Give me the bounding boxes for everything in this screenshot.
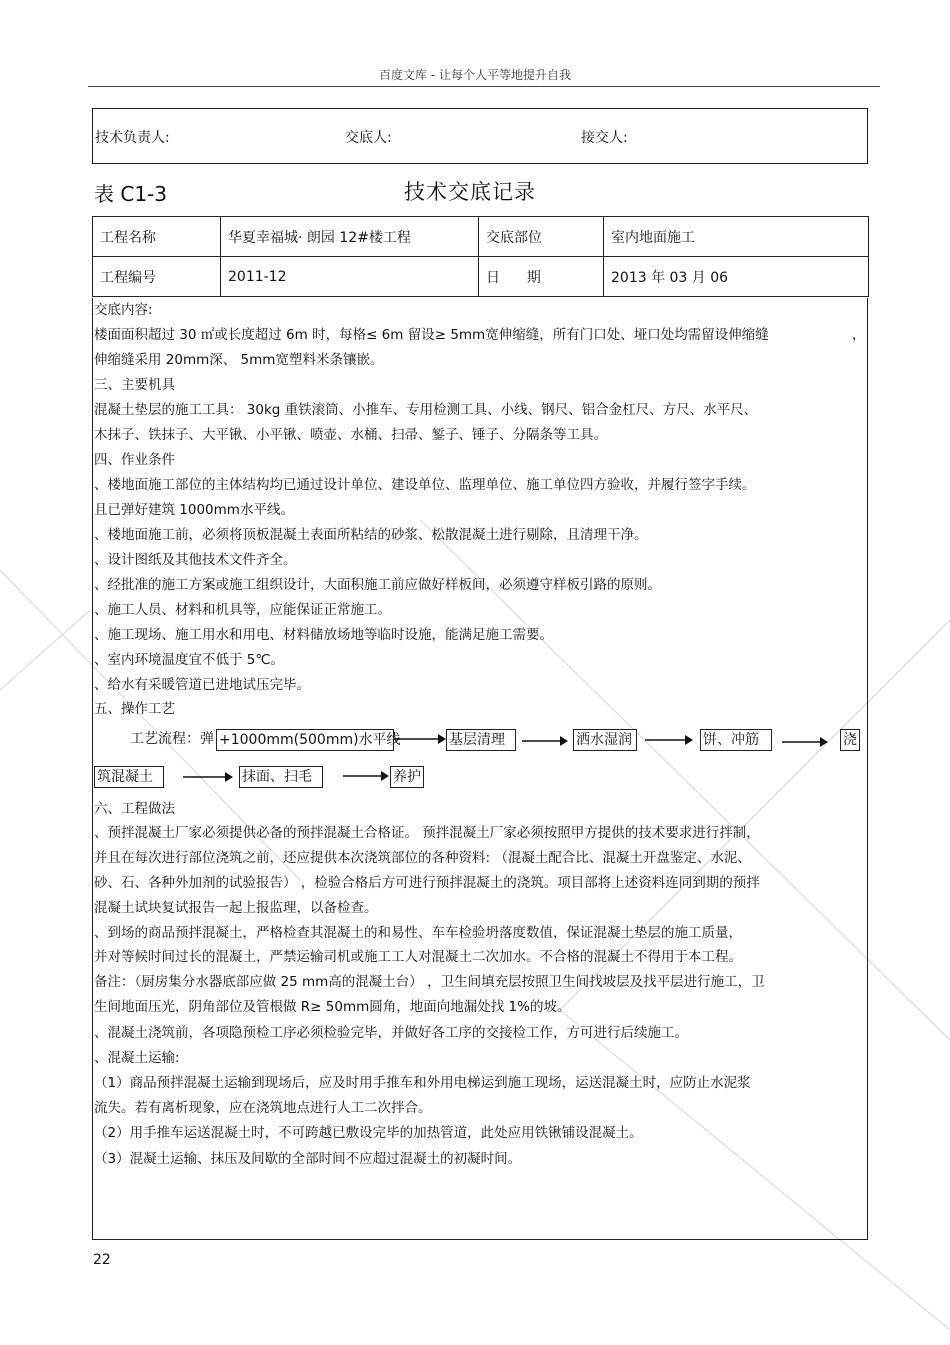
flow-arrow-icon: [343, 769, 389, 783]
signature-box: [92, 108, 868, 164]
content-line: 备注：（厨房集分水器底部应做 25 mm高的混凝土台） ，卫生间填充层按照卫生间找坡层及找平层进行施工，卫: [94, 974, 765, 990]
meta-table: [92, 216, 869, 297]
flow-arrow-icon: [183, 770, 233, 784]
date-label: 日 期: [479, 257, 604, 297]
flow-step-screed-marks: 饼、冲筋: [700, 729, 772, 751]
content-line: 生间地面压光，阴角部位及管根做 R≥ 50mm圆角，地面向地漏处找 1%的坡。: [94, 999, 571, 1015]
section-heading: 四、作业条件: [94, 452, 175, 468]
page-number: 22: [93, 1252, 111, 1268]
project-name-label: 工程名称: [93, 217, 221, 257]
document-title: 技术交底记录: [404, 180, 536, 204]
meta-row: [93, 257, 869, 297]
content-line: 、楼地面施工部位的主体结构均已通过设计单位、建设单位、监理单位、施工单位四方验收，并履行签字手续。: [94, 477, 756, 493]
content-line: 、给水有采暖管道已进地试压完毕。: [94, 677, 310, 693]
content-heading: 交底内容:: [94, 302, 153, 318]
content-line: 并对等候时间过长的混凝土，严禁运输司机或施工工人对混凝土二次加水。不合格的混凝土不得用于本工程。: [94, 949, 742, 965]
content-line: 混凝土试块复试报告一起上报监理，以备检查。: [94, 900, 378, 916]
content-line: （1）商品预拌混凝土运输到现场后，应及时用手推车和外用电梯运到施工现场，运送混凝土时，应防止水泥浆: [94, 1075, 751, 1091]
flow-step-base-clean: 基层清理: [446, 729, 516, 751]
flow-step-level-line: +1000mm(500mm)水平线: [216, 729, 394, 751]
content-line: 、经批准的施工方案或施工组织设计，大面积施工前应做好样板间，必须遵守样板引路的原则。: [94, 577, 661, 593]
flow-step-trowel: 抹面、扫毛: [239, 766, 323, 788]
location-label: 交底部位: [479, 217, 604, 257]
content-line: 、混凝土浇筑前，各项隐预检工序必须检验完毕，并做好各工序的交接检工作，方可进行后续施工。: [94, 1025, 688, 1041]
presenter-label: 交底人:: [345, 130, 392, 146]
content-line: （3）混凝土运输、抹压及间歇的全部时间不应超过混凝土的初凝时间。: [94, 1151, 522, 1167]
flow-arrow-icon: [782, 735, 828, 749]
section-heading: 五、操作工艺: [94, 701, 175, 717]
flow-step-curing: 养护: [390, 766, 424, 788]
flow-arrow-icon: [394, 732, 446, 746]
content-line: 、施工现场、施工用水和用电、材料储放场地等临时设施，能满足施工需要。: [94, 627, 553, 643]
form-number: 表 C1-3: [94, 182, 167, 206]
content-line: 、施工人员、材料和机具等，应能保证正常施工。: [94, 602, 391, 618]
flow-arrow-icon: [522, 734, 568, 748]
date-value: 2013 年 03 月 06: [604, 257, 869, 297]
flow-step-wetting: 洒水湿润: [573, 729, 637, 751]
project-no-label: 工程编号: [93, 257, 221, 297]
meta-row: [93, 217, 869, 257]
section-heading: 三、主要机具: [94, 377, 175, 393]
trailing-comma: ，: [852, 327, 866, 343]
project-no-value: 2011-12: [221, 257, 479, 297]
content-line: 、混凝土运输:: [94, 1050, 180, 1066]
content-line: 、室内环境温度宜不低于 5℃。: [94, 652, 285, 668]
content-line: 伸缩缝采用 20mm深、 5mm宽塑料米条镶嵌。: [94, 352, 384, 368]
flow-label: 工艺流程：弹: [130, 731, 214, 747]
project-name-value: 华夏幸福城· 朗园 12#楼工程: [221, 217, 479, 257]
receiver-label: 接交人:: [581, 130, 628, 146]
flow-step-pour-b: 筑混凝土: [94, 766, 164, 788]
content-line: 砂、石、各种外加剂的试验报告） ，检验合格后方可进行预拌混凝土的浇筑。项目部将上述资料连同到期的预拌: [94, 875, 760, 891]
content-line: 、到场的商品预拌混凝土，严格检查其混凝土的和易性、车车检验坍落度数值，保证混凝土垫层的施工质量，: [94, 925, 742, 941]
section-heading: 六、工程做法: [94, 801, 175, 817]
header-rule: [88, 86, 880, 87]
flow-step-pour-a: 浇: [840, 729, 860, 751]
content-line: 木抹子、铁抹子、大平锹、小平锹、喷壶、水桶、扫帚、錾子、锤子、分隔条等工具。: [94, 427, 607, 443]
content-line: （2）用手推车运送混凝土时，不可跨越已敷设完毕的加热管道，此处应用铁锹铺设混凝土。: [94, 1125, 643, 1141]
content-line: 混凝土垫层的施工工具： 30kg 重铁滚筒、小推车、专用检测工具、小线、钢尺、铝合金杠尺、方尺、水平尺、: [94, 402, 758, 418]
content-line: 楼面面积超过 30 ㎡或长度超过 6m 时，每格≤ 6m 留设≥ 5mm宽伸缩缝，所有门口处、垭口处均需留设伸缩缝: [94, 327, 769, 343]
tech-lead-label: 技术负责人:: [95, 130, 170, 146]
content-line: 、预拌混凝土厂家必须提供必备的预拌混凝土合格证。 预拌混凝土厂家必须按照甲方提供的技术要求进行拌制，: [94, 825, 760, 841]
content-line: 并且在每次进行部位浇筑之前，还应提供本次浇筑部位的各种资料: （混凝土配合比、混凝土开盘鉴定、水泥、: [94, 850, 751, 866]
flow-arrow-icon: [645, 733, 693, 747]
location-value: 室内地面施工: [604, 217, 869, 257]
content-line: 流失。若有离析现象，应在浇筑地点进行人工二次拌合。: [94, 1100, 432, 1116]
content-line: 且已弹好建筑 1000mm水平线。: [94, 502, 294, 518]
content-line: 、设计图纸及其他技术文件齐全。: [94, 552, 297, 568]
content-line: 、楼地面施工前，必须将顶板混凝土表面所粘结的砂浆、松散混凝土进行剔除，且清理干净。: [94, 527, 648, 543]
page-header: 百度文库 - 让每个人平等地提升自我: [379, 68, 571, 82]
